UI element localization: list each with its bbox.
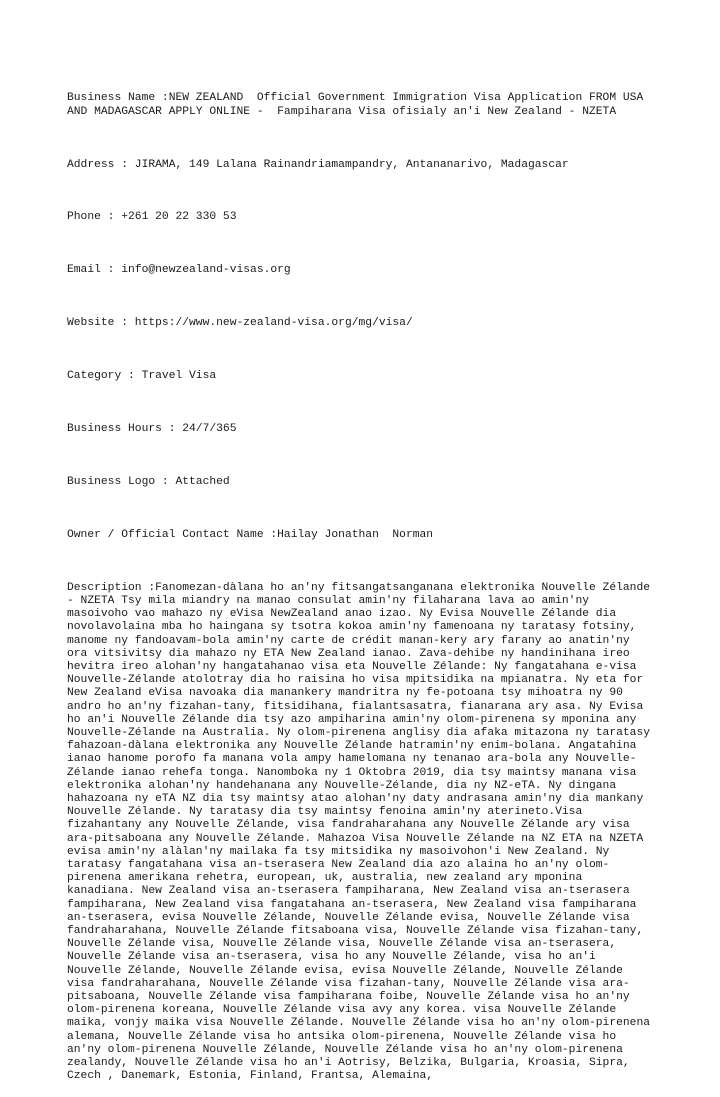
category-field: Category : Travel Visa	[67, 370, 217, 383]
document-page	[67, 66, 657, 1097]
address-field: Address : JIRAMA, 149 Lalana Rainandriamampandry, Antananarivo, Madagascar	[67, 158, 569, 171]
business-name-field: Business Name :NEW ZEALAND Official Government Immigration Visa Application FROM USA AND MADAGASCAR APPLY ONLINE - Fampiharana Visa ofisialy an'i New Zealand - NZETA	[67, 92, 651, 118]
description-paragraph: Description :Fanomezan-dàlana ho an'ny fitsangatsanganana elektronika Nouvelle Zélande - NZETA Tsy mila miandry na manao consulat amin'ny filaharana lava ao amin'ny masoivoho vao mahazo ny eVisa NewZealand anao izao. Ny Evisa Nouvelle Zélande dia novolavolaina mba ho haingana sy tsotra kokoa amin'ny famenoana ny taratasy fotsiny, manome ny fandoavam-bola amin'ny carte de crédit manan-kery ary farany ao anatin'ny ora vitsivitsy dia mahazo ny ETA New Zealand ianao. Zava-dehibe ny handinihana ireo hevitra ireo alohan'ny hangatahanao visa eta Nouvelle Zélande: Ny fangatahana e-visa Nouvelle-Zélande atolotray dia ho raisina ho visa mpitsidika na mpianatra. Ny eta for New Zealand eVisa navoaka dia manankery mandritra ny fe-potoana tsy mihoatra ny 90 andro ho an'ny fizahan-tany, fitsidihana, fialantsasatra, fianarana ary asa. Ny Evisa ho an'i Nouvelle Zélande dia tsy azo ampiharina amin'ny olom-pirenena sy mponina any Nouvelle-Zélande na Australia. Ny olom-pirenena anglisy dia afaka mitazona ny taratasy fahazoan-dàlana elektronika any Nouvelle Zélande hatramin'ny enim-bolana. Angatahina ianao hanome porofo fa manana vola ampy hamelomana ny tenanao ara-bola any Nouvelle-Zélande ianao rehefa tonga. Nanomboka ny 1 Oktobra 2019, dia tsy maintsy manana visa elektronika alohan'ny handehanana any Nouvelle-Zélande, dia ny NZ-eTA. Ny dingana hahazoana ny eTA NZ dia tsy maintsy atao alohan'ny daty andrasana amin'ny dia mankany Nouvelle Zélande. Ny taratasy dia tsy maintsy fenoina amin'ny aterineto.Visa fizahantany any Nouvelle Zélande, visa fandraharahana any Nouvelle Zélande ary visa ara-pitsaboana any Nouvelle Zélande. Mahazoa Visa Nouvelle Zélande na NZ ETA na NZETA evisa amin'ny alàlan'ny mailaka fa tsy mitsidika ny masoivohon'i New Zealand. Ny taratasy fangatahana visa an-tserasera New Zealand dia azo alaina ho an'ny olom-pirenena amerikana rehetra, european, uk, australia, new zealand ary mponina kanadiana. New Zealand visa an-tserasera fampiharana, New Zealand visa an-tserasera fampiharana, New Zealand visa fangatahana an-tserasera, New Zealand visa fampiharana an-tserasera, evisa Nouvelle Zélande, Nouvelle Zélande evisa, Nouvelle Zélande visa fandraharahana, Nouvelle Zélande fitsaboana visa, Nouvelle Zélande visa fizahan-tany, Nouvelle Zélande visa, Nouvelle Zélande visa, Nouvelle Zélande visa an-tserasera, Nouvelle Zélande visa an-tserasera, visa ho any Nouvelle Zélande, visa ho an'i Nouvelle Zélande, Nouvelle Zélande evisa, evisa Nouvelle Zélande, Nouvelle Zélande visa fandraharahana, Nouvelle Zélande visa fizahan-tany, Nouvelle Zélande visa ara-pitsaboana, Nouvelle Zélande visa fampiharana foibe, Nouvelle Zélande visa ho an'ny olom-pirenena koreana, Nouvelle Zélande visa avy any korea. visa Nouvelle Zélande maika, vonjy maika visa Nouvelle Zélande. Nouvelle Zélande visa ho an'ny olom-pirenena alemana, Nouvelle Zélande visa ho antsika olom-pirenena, Nouvelle Zélande visa ho an'ny olom-pirenena Nouvelle Zélande, Nouvelle Zélande visa ho an'ny olom-pirenena zealandy, Nouvelle Zélande visa ho an'i Aotrisy, Belzika, Bulgaria, Kroasia, Sipra, Czech , Danemark, Estonia, Finland, Frantsa, Alemaina,	[67, 581, 657, 1083]
owner-contact-field: Owner / Official Contact Name :Hailay Jonathan Norman	[67, 528, 434, 541]
phone-field: Phone : +261 20 22 330 53	[67, 211, 237, 224]
business-logo-field: Business Logo : Attached	[67, 475, 230, 488]
email-field: Email : info@newzealand-visas.org	[67, 264, 291, 277]
website-field: Website : https://www.new-zealand-visa.org/mg/visa/	[67, 317, 413, 330]
business-hours-field: Business Hours : 24/7/365	[67, 423, 237, 436]
